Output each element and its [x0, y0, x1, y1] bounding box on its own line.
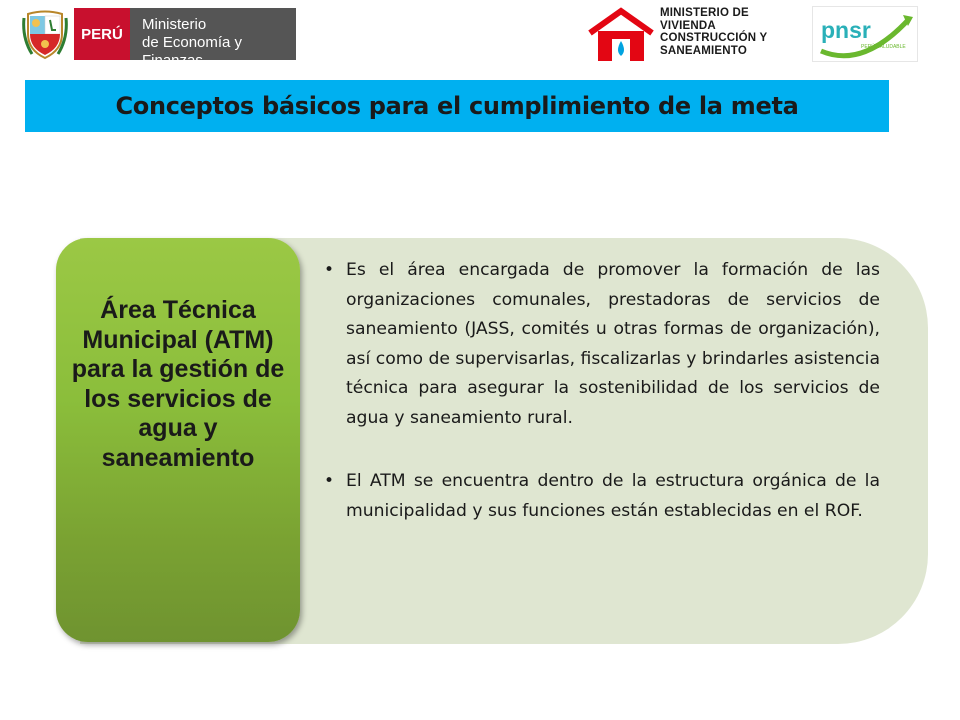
peru-coat-of-arms-icon	[22, 8, 68, 60]
heading-box	[56, 238, 300, 642]
slide-title: Conceptos básicos para el cumplimiento de la meta	[115, 92, 799, 120]
pnsr-logo	[812, 6, 918, 62]
bullet-symbol: •	[324, 260, 335, 280]
mvcs-logo	[586, 7, 804, 61]
mvcs-line: CONSTRUCCIÓN Y	[660, 32, 768, 44]
bullet-item	[324, 256, 880, 433]
mef-name-block	[130, 8, 296, 69]
pnsr-swoosh-icon	[813, 7, 917, 61]
peru-badge	[74, 8, 130, 60]
pnsr-tagline: PERÚ SALUDABLE	[861, 44, 906, 50]
atm-heading: Área Técnica Municipal (ATM) para la gestión de los servicios de agua y saneamiento	[71, 296, 285, 472]
mvcs-line: MINISTERIO DE	[660, 7, 749, 19]
mef-ministry-line1: Ministerio	[142, 16, 207, 33]
mef-logo	[22, 8, 296, 69]
title-bar	[25, 80, 889, 132]
bullet-list	[324, 256, 880, 526]
peru-label: PERÚ	[81, 25, 123, 43]
house-drop-icon	[586, 7, 656, 61]
mvcs-line: SANEAMIENTO	[660, 44, 747, 57]
bullet-text: El ATM se encuentra dentro de la estructura orgánica de la municipalidad y sus funciones están establecidas en el ROF.	[346, 471, 880, 521]
mef-ministry-line2: de Economía y Finanzas	[142, 34, 243, 69]
bullet-text: Es el área encargada de promover la formación de las organizaciones comunales, prestadoras de servicios de saneamiento (JASS, comités u otras formas de organización), así como de supervisarlas, fiscalizarlas y brindarles asistencia técnica para asegurar la sostenibilidad de los servicios de agua y saneamiento rural.	[346, 260, 880, 428]
mvcs-name	[656, 7, 804, 61]
pnsr-wordmark: pnsr	[821, 17, 871, 43]
mvcs-line: VIVIENDA	[660, 19, 716, 32]
bullet-item	[324, 467, 880, 526]
bullet-symbol: •	[324, 471, 335, 491]
